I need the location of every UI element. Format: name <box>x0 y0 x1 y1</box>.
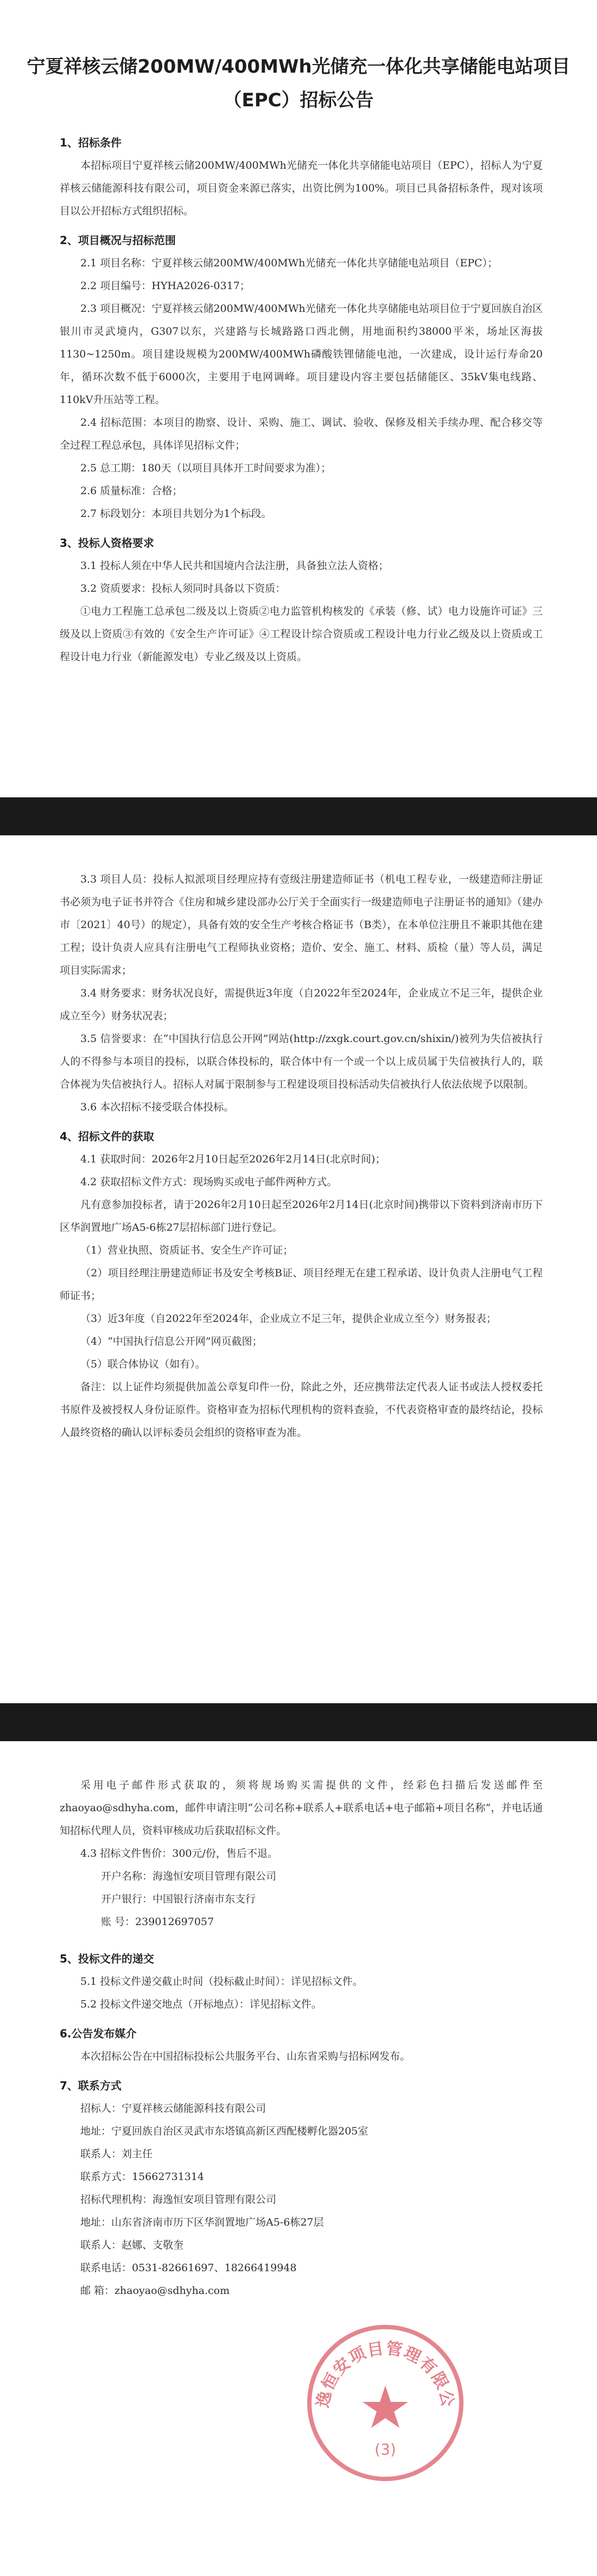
section-4-heading: 4、招标文件的获取 <box>60 1130 154 1143</box>
document-page-1 <box>0 0 597 797</box>
total-period: 2.5 总工期：180天（以项目具体开工时间要求为准）； <box>80 462 332 474</box>
tender-scope: 2.4 招标范围：本项目的勘察、设计、采购、施工、调试、验收、保修及相关手续办理、配合移交等全过程工程总承包，具体详见招标文件； <box>60 417 543 451</box>
seal-icon <box>304 2322 467 2484</box>
requirement-3-4: 3.4 财务要求：财务状况良好，需提供近3年度（自2022年至2024年，企业成立不足三年，提供企业成立至今）财务状况表； <box>60 987 543 1022</box>
submission-deadline: 5.1 投标文件递交截止时间（投标截止时间）：详见招标文件。 <box>80 1976 363 1987</box>
section-1-heading: 1、招标条件 <box>60 136 122 149</box>
agent-email: 邮 箱：zhaoyao@sdhyha.com <box>80 2285 230 2297</box>
svg-text:(3): (3) <box>374 2440 396 2458</box>
agent-name: 招标代理机构：海逸恒安项目管理有限公司 <box>80 2194 277 2206</box>
section-2-heading: 2、项目概况与招标范围 <box>60 234 176 247</box>
obtain-method: 4.2 获取招标文件方式：现场购买或电子邮件两种方式。 <box>80 1176 338 1188</box>
email-instructions: 采用电子邮件形式获取的，须将规场购买需提供的文件，经彩色扫描后发送邮件至zhaoyao@sdhyha.com，邮件申请注明“公司名称+联系人+联系电话+电子邮箱+项目名称”，并电话通知招标代理人员，资料审核成功后获取招标文件。 <box>60 1779 543 1837</box>
tenderer-phone: 联系方式：15662731314 <box>80 2171 204 2183</box>
document-page-2 <box>0 835 597 1703</box>
account-number: 账 号：239012697057 <box>101 1916 214 1928</box>
agent-phone: 联系电话：0531-82661697、18266419948 <box>80 2262 297 2274</box>
notice-title: 宁夏祥核云储200MW/400MWh光储充一体化共享储能电站项目（EPC）招标公告 <box>27 56 570 111</box>
requirement-3-2-detail: ①电力工程施工总承包二级及以上资质②电力监管机构核发的《承装（修、试）电力设施许可证》三级及以上资质③有效的《安全生产许可证》④工程设计综合资质或工程设计电力行业乙级及以上资质或工程设计电力行业（新能源发电）专业乙级及以上资质。 <box>60 605 543 663</box>
project-overview: 2.3 项目概况：宁夏祥核云储200MW/400MWh光储充一体化共享储能电站项目位于宁夏回族自治区银川市灵武境内，G307以东，兴建路与长城路路口西北侧，用地面积约38000平米，场址区海拔1130~1250m。项目建设规模为200MW/400MWh磷酸铁锂储能电池，一次建成，设计运行寿命20年，循环次数不低于6000次，主要用于电网调峰。项目建设内容主要包括储能区、35kV集电线路、110kV升压站等工程。 <box>60 303 543 406</box>
page-2-body <box>0 835 597 1444</box>
section-5-heading: 5、投标文件的递交 <box>60 1952 154 1965</box>
material-3: （3）近3年度（自2022年至2024年，企业成立不足三年，提供企业成立至今）财务报表； <box>80 1313 497 1325</box>
document-price: 4.3 招标文件售价：300元/份，售后不退。 <box>80 1848 278 1859</box>
material-5: （5）联合体协议（如有）。 <box>80 1358 206 1370</box>
material-2: （2）项目经理注册建造师证书及安全考核B证、项目经理无在建工程承诺、设计负责人注册电气工程师证书； <box>60 1267 543 1302</box>
document-page-3 <box>0 1741 597 2576</box>
obtain-time: 4.1 获取时间：2026年2月10日起至2026年2月14日(北京时间)； <box>80 1153 386 1165</box>
section-6-heading: 6.公告发布媒介 <box>60 2027 137 2040</box>
account-bank: 开户银行：中国银行济南市东支行 <box>101 1893 256 1905</box>
agent-address: 地址：山东省济南市历下区华润置地广场A5-6栋27层 <box>80 2216 324 2228</box>
tenderer-name: 招标人：宁夏祥核云储能源科技有限公司 <box>80 2102 266 2114</box>
company-seal <box>304 2322 467 2484</box>
page-1-body <box>0 117 597 668</box>
registration-instructions: 凡有意参加投标者，请于2026年2月10日起至2026年2月14日(北京时间)携带以下资料到济南市历下区华润置地广场A5-6栋27层招标部门进行登记。 <box>60 1199 543 1233</box>
section-7-heading: 7、联系方式 <box>60 2079 122 2092</box>
requirement-3-1: 3.1 投标人须在中华人民共和国境内合法注册，具备独立法人资格； <box>80 560 389 572</box>
section-1-body: 本招标项目宁夏祥核云储200MW/400MWh光储充一体化共享储能电站项目（EPC），招标人为宁夏祥核云储能源科技有限公司，项目资金来源已落实，出资比例为100%。项目已具备招标条件，现对该项目以公开招标方式组织招标。 <box>60 159 543 217</box>
submission-location: 5.2 投标文件递交地点（开标地点）：详见招标文件。 <box>80 1998 322 2010</box>
svg-text:海逸恒安项目管理有限公司: 逸恒安项目管理有限公 <box>313 2339 458 2409</box>
project-name: 2.1 项目名称：宁夏祥核云储200MW/400MWh光储充一体化共享储能电站项目（EPC）； <box>80 257 498 269</box>
lot-division: 2.7 标段划分：本项目共划分为1个标段。 <box>80 508 272 520</box>
tenderer-address: 地址：宁夏回族自治区灵武市东塔镇高新区西配楼孵化器205室 <box>80 2125 369 2137</box>
requirement-3-3: 3.3 项目人员：投标人拟派项目经理应持有壹级注册建造师证书（机电工程专业，一级建造师注册证书必须为电子证书并符合《住房和城乡建设部办公厅关于全面实行一级建造师电子注册证书的通知》（建办市〔2021〕40号）的规定），具备有效的安全生产考核合格证书（B类），在本单位注册且不兼职其他在建工程；设计负责人应具有注册电气工程师执业资格；造价、安全、施工、材料、质检（量）等人员，满足项目实际需求； <box>60 873 543 976</box>
tenderer-contact: 联系人：刘主任 <box>80 2148 153 2160</box>
requirement-3-5: 3.5 信誉要求：在“中国执行信息公开网”网站(http://zxgk.court.gov.cn/shixin/)被列为失信被执行人的不得参与本项目的投标，以联合体投标的，联合体中有一个或一个以上成员属于失信被执行人的，联合体视为失信被执行人。招标人对属于限制参与工程建设项目投标活动失信被执行人依法依规予以限制。 <box>60 1033 543 1090</box>
agent-contact: 联系人：赵娜、支敬奎 <box>80 2239 184 2251</box>
quality-standard: 2.6 质量标准：合格； <box>80 485 183 497</box>
project-number: 2.2 项目编号：HYHA2026-0317； <box>80 280 250 292</box>
remarks-note: 备注：以上证件均须提供加盖公章复印件一份，除此之外，还应携带法定代表人证书或法人授权委托书原件及被授权人身份证原件。资格审查为招标代理机构的资料查验，不代表资格审查的最终结论，投标人最终资格的确认以评标委员会组织的资格审查为准。 <box>60 1381 543 1439</box>
material-4: （4）“中国执行信息公开网”网页截图； <box>80 1335 263 1347</box>
page-3-body <box>0 1741 597 2302</box>
requirement-3-2: 3.2 资质要求：投标人须同时具备以下资质： <box>80 583 286 595</box>
publication-media: 本次招标公告在中国招标投标公共服务平台、山东省采购与招标网发布。 <box>80 2050 411 2062</box>
material-1: （1）营业执照、资质证书、安全生产许可证； <box>80 1244 294 1256</box>
section-3-heading: 3、投标人资格要求 <box>60 536 154 549</box>
requirement-3-6: 3.6 本次招标不接受联合体投标。 <box>80 1101 234 1113</box>
account-name: 开户名称：海逸恒安项目管理有限公司 <box>101 1870 277 1882</box>
